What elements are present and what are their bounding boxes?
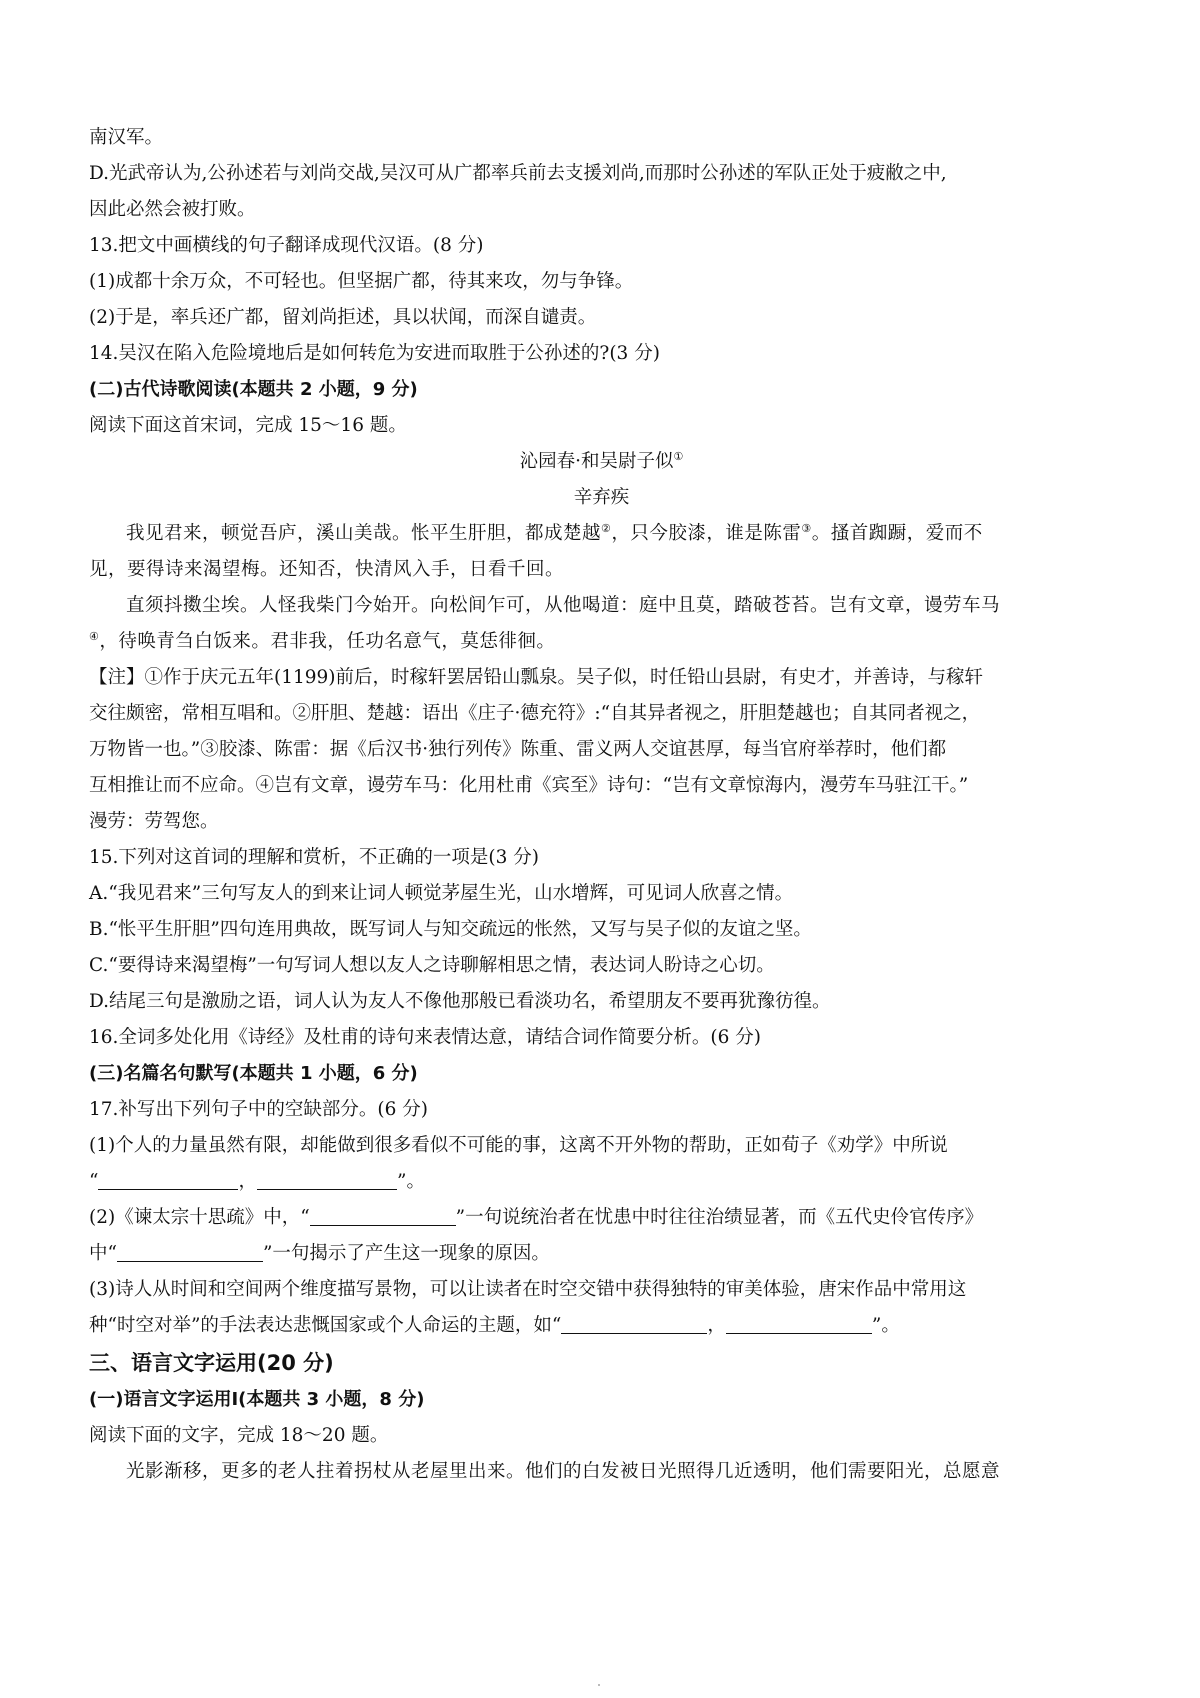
poem-stanza-1-line-2: 见，要得诗来渴望梅。还知否，快清风入手，日看千回。: [89, 559, 565, 580]
answer-blank[interactable]: [257, 1169, 397, 1190]
annotation-line: 交往颇密，常相互唱和。②肝胆、楚越：语出《庄子·德充符》:“自其异者视之，肝胆楚越也；自其同者视之，: [89, 703, 981, 724]
poem-author: 辛弃疾: [573, 487, 630, 508]
question-13: 13.把文中画横线的句子翻译成现代汉语。(8 分): [89, 235, 484, 256]
text-line: 因此必然会被打败。: [89, 199, 256, 220]
poem-text: 。搔首踟蹰，爱而不: [811, 523, 983, 544]
question-15: 15.下列对这首词的理解和赏析，不正确的一项是(3 分): [89, 847, 540, 868]
quote-mark: ”。: [871, 1315, 900, 1336]
passage-line: 光影渐移，更多的老人拄着拐杖从老屋里出来。他们的白发被日光照得几近透明，他们需要阳光，总愿意: [126, 1461, 1001, 1482]
exam-page: [89, 120, 1114, 1490]
poem-title: [89, 444, 1114, 480]
quote-mark: ”。: [396, 1171, 425, 1192]
annotation-line: 万物皆一也。”③胶漆、陈雷：据《后汉书·独行列传》陈重、雷义两人交谊甚厚，每当官府举荐时，他们都: [89, 739, 947, 760]
option-c: C.“要得诗来渴望梅”一句写词人想以友人之诗聊解相思之情，表达词人盼诗之心切。: [89, 955, 775, 976]
poem-text: ，只今胶漆，谁是陈雷: [611, 523, 802, 544]
poem-stanza-2-line-1: 直须抖擞尘埃。人怪我柴门今始开。向松间乍可，从他喝道：庭中且莫，踏破苍苔。岂有文章，谩劳车马: [126, 595, 1001, 616]
question-text: ”一句揭示了产生这一现象的原因。: [262, 1243, 550, 1264]
annotation-line: 漫劳：劳驾您。: [89, 811, 219, 832]
answer-blank[interactable]: [98, 1169, 238, 1190]
question-17-item-2: [89, 1200, 1114, 1236]
question-14: 14.吴汉在陷入危险境地后是如何转危为安进而取胜于公孙述的?(3 分): [89, 343, 660, 364]
comma: ，: [707, 1315, 726, 1336]
comma: ，: [238, 1171, 257, 1192]
section-heading-language-1: (一)语言文字运用Ⅰ(本题共 3 小题，8 分): [89, 1389, 425, 1410]
quote-mark: “: [89, 1171, 99, 1192]
option-a: A.“我见君来”三句写友人的到来让词人顿觉茅屋生光，山水增辉，可见词人欣喜之情。: [89, 883, 794, 904]
question-17: 17.补写出下列句子中的空缺部分。(6 分): [89, 1099, 429, 1120]
question-text: 中“: [89, 1243, 117, 1264]
poem-stanza-2-line-2: [89, 624, 1114, 660]
answer-blank[interactable]: [117, 1241, 263, 1262]
annotation-line: 【注】①作于庆元五年(1199)前后，时稼轩罢居铅山瓢泉。吴子似，时任铅山县尉，有史才，并善诗，与稼轩: [89, 667, 984, 688]
footnote-marker: ④: [89, 629, 100, 643]
text-line: D.光武帝认为,公孙述若与刘尚交战,吴汉可从广都率兵前去支援刘尚,而那时公孙述的军队正处于疲敝之中,: [89, 163, 947, 184]
section-heading-poetry: (二)古代诗歌阅读(本题共 2 小题，9 分): [89, 379, 418, 400]
page-mark: [598, 1684, 600, 1686]
part-heading-language: 三、语言文字运用(20 分): [89, 1351, 334, 1375]
question-17-item-2-cont: [89, 1236, 1114, 1272]
question-17-item-1-blanks: [89, 1164, 1114, 1200]
question-16: 16.全词多处化用《诗经》及杜甫的诗句来表情达意，请结合词作简要分析。(6 分): [89, 1027, 762, 1048]
annotation-line: 互相推让而不应命。④岂有文章，谩劳车马：化用杜甫《宾至》诗句：“岂有文章惊海内，漫劳车马驻江干。”: [89, 775, 969, 796]
option-b: B.“怅平生肝胆”四句连用典故，既写词人与知交疏远的怅然，又写与吴子似的友谊之坚。: [89, 919, 812, 940]
answer-blank[interactable]: [310, 1205, 456, 1226]
answer-blank[interactable]: [561, 1313, 707, 1334]
question-13-item-2: (2)于是，率兵还广都，留刘尚拒述，具以状闻，而深自谴责。: [89, 307, 597, 328]
poem-title-text: 沁园春·和吴尉子似: [519, 451, 674, 472]
reading-instruction: 阅读下面的文字，完成 18～20 题。: [89, 1425, 389, 1446]
answer-blank[interactable]: [726, 1313, 872, 1334]
option-d: D.结尾三句是激励之语，词人认为友人不像他那般已看淡功名，希望朋友不要再犹豫彷徨。: [89, 991, 831, 1012]
text-line: 南汉军。: [89, 127, 164, 148]
question-17-item-3: (3)诗人从时间和空间两个维度描写景物，可以让读者在时空交错中获得独特的审美体验，唐宋作品中常用这: [89, 1279, 967, 1300]
reading-instruction: 阅读下面这首宋词，完成 15～16 题。: [89, 415, 407, 436]
poem-text: ，待唤青刍白饭来。君非我，任功名意气，莫恁徘徊。: [99, 631, 556, 652]
poem-stanza-1-line-1: [89, 516, 1114, 552]
footnote-marker: ②: [601, 521, 612, 535]
question-text: 种“时空对举”的手法表达悲慨国家或个人命运的主题，如“: [89, 1315, 562, 1336]
poem-text: 我见君来，顿觉吾庐，溪山美哉。怅平生肝胆，都成楚越: [126, 523, 602, 544]
footnote-marker: ①: [673, 449, 684, 463]
question-text: ”一句说统治者在忧患中时往往治绩显著，而《五代史伶官传序》: [455, 1207, 984, 1228]
question-17-item-1: (1)个人的力量虽然有限，却能做到很多看似不可能的事，这离不开外物的帮助，正如荀子《劝学》中所说: [89, 1135, 948, 1156]
question-text: (2)《谏太宗十思疏》中，“: [89, 1207, 310, 1228]
question-13-item-1: (1)成都十余万众，不可轻也。但坚据广都，待其来攻，勿与争锋。: [89, 271, 634, 292]
question-17-item-3-cont: [89, 1308, 1114, 1344]
footnote-marker: ③: [801, 521, 812, 535]
section-heading-dictation: (三)名篇名句默写(本题共 1 小题，6 分): [89, 1063, 418, 1084]
